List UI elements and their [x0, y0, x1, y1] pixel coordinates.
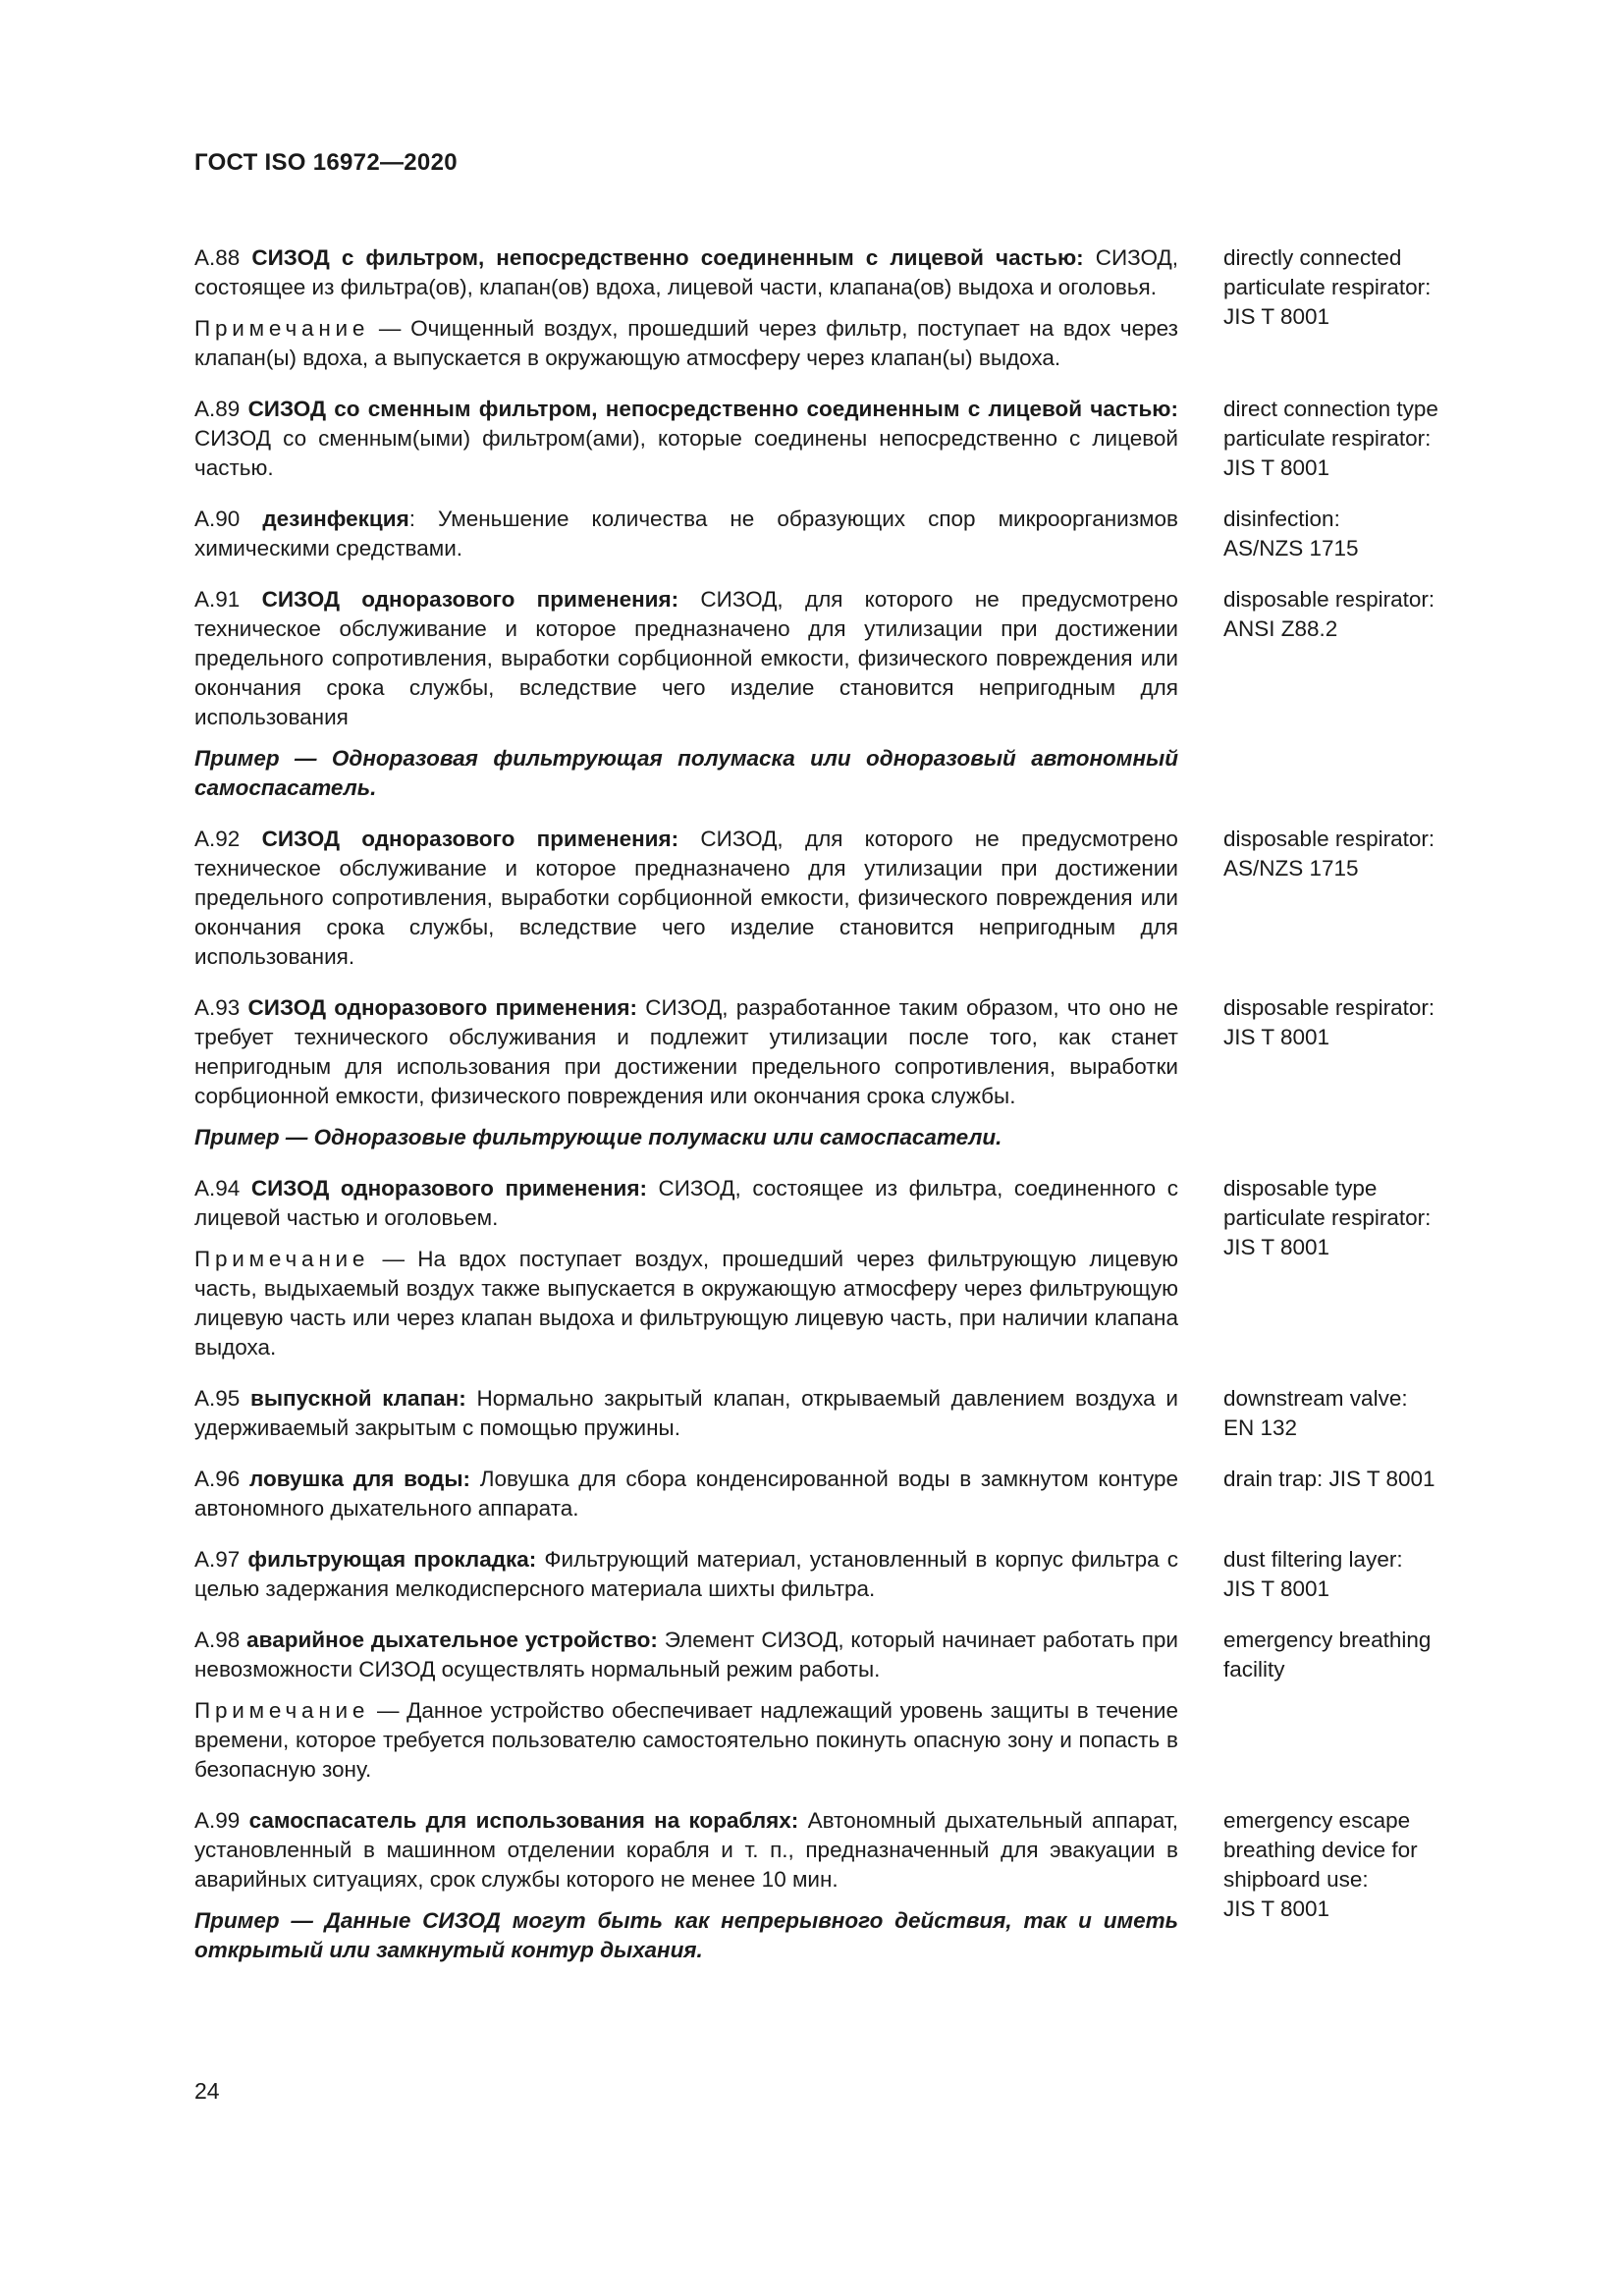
term-source: directly connected particulate respirator: JIS T 8001: [1223, 245, 1432, 329]
term-example: Пример — Одноразовая фильтрующая полумаска или одноразовый автономный самоспасатель.: [194, 746, 1178, 800]
term-text: [194, 1465, 1178, 1523]
term-entry-a89: [194, 395, 1481, 483]
term-entry-a91: [194, 585, 1481, 803]
definition-text: Нормально закрытый клапан, открываемый давлением воздуха и удерживаемый закрытым с помощью пружины.: [194, 1386, 1178, 1440]
term-definition: [194, 1806, 1178, 1895]
definition-text: Элемент СИЗОД, который начинает работать при невозможности СИЗОД осуществлять нормальный режим работы.: [194, 1628, 1178, 1682]
note-label: Примечание: [194, 316, 370, 341]
term-text: [194, 585, 1178, 803]
term-name: выпускной клапан:: [250, 1386, 466, 1411]
term-text: [194, 243, 1178, 373]
term-definition: [194, 243, 1178, 302]
term-entry-a90: [194, 505, 1481, 563]
term-note: [194, 314, 1178, 373]
term-name: СИЗОД одноразового применения:: [261, 587, 679, 612]
term-name: СИЗОД со сменным фильтром, непосредственно соединенным с лицевой частью:: [247, 397, 1178, 421]
term-number: А.94: [194, 1176, 241, 1201]
term-entry-a93: [194, 993, 1481, 1152]
term-name: СИЗОД одноразового применения:: [247, 995, 638, 1020]
term-definition: [194, 1174, 1178, 1233]
definition-text: : Уменьшение количества не образующих спор микроорганизмов химическими средствами.: [194, 507, 1178, 561]
term-example: Пример — Одноразовые фильтрующие полумаски или самоспасатели.: [194, 1125, 1002, 1149]
term-source: disposable respirator: ANSI Z88.2: [1223, 587, 1435, 641]
term-number: А.88: [194, 245, 241, 270]
note-text: — Данное устройство обеспечивает надлежащий уровень защиты в течение времени, которое требуется пользователю самостоятельно покинуть опасную зону и попасть в безопасную зону.: [194, 1698, 1178, 1782]
term-source: disposable type particulate respirator: JIS T 8001: [1223, 1176, 1432, 1259]
term-entry-a94: [194, 1174, 1481, 1362]
term-definition: [194, 825, 1178, 972]
term-number: А.96: [194, 1467, 241, 1491]
definition-text: СИЗОД со сменным(ыми) фильтром(ами), которые соединены непосредственно с лицевой частью.: [194, 426, 1178, 480]
term-entry-a99: [194, 1806, 1481, 1965]
term-source: emergency breathing facility: [1223, 1628, 1432, 1682]
term-name: дезинфекция: [262, 507, 409, 531]
term-text: [194, 825, 1178, 972]
term-number: А.92: [194, 827, 241, 851]
definition-text: СИЗОД, состоящее из фильтра, соединенного с лицевой частью и оголовьем.: [194, 1176, 1178, 1230]
term-name: самоспасатель для использования на кораблях:: [248, 1808, 799, 1833]
term-number: А.98: [194, 1628, 241, 1652]
term-definition: [194, 505, 1178, 563]
term-entry-a88: [194, 243, 1481, 373]
term-definition: [194, 585, 1178, 732]
note-text: — На вдох поступает воздух, прошедший через фильтрующую лицевую часть, выдыхаемый воздух также выпускается в окружающую атмосферу через фильтрующую лицевую часть или через клапан выдоха и фильтрующую лицевую часть, при наличии клапана выдоха.: [194, 1247, 1178, 1360]
definition-text: Автономный дыхательный аппарат, установленный в машинном отделении корабля и т. п., предназначенный для эвакуации в аварийных ситуациях, срок службы которого не менее 10 мин.: [194, 1808, 1178, 1892]
note-text: — Очищенный воздух, прошедший через фильтр, поступает на вдох через клапан(ы) вдоха, а выпускается в окружающую атмосферу через клапан(ы) выдоха.: [194, 316, 1178, 370]
term-name: ловушка для воды:: [248, 1467, 471, 1491]
term-entry-a97: [194, 1545, 1481, 1604]
term-definition: [194, 1545, 1178, 1604]
term-number: А.90: [194, 507, 241, 531]
term-text: [194, 505, 1178, 563]
term-number: А.91: [194, 587, 241, 612]
term-definition: [194, 1384, 1178, 1443]
term-note: [194, 1245, 1178, 1362]
term-definition: [194, 993, 1178, 1111]
term-text: [194, 993, 1178, 1152]
term-entry-a96: [194, 1465, 1481, 1523]
term-definition: [194, 395, 1178, 483]
term-text: [194, 1174, 1178, 1362]
definition-text: СИЗОД, для которого не предусмотрено техническое обслуживание и которое предназначено для утилизации при достижении предельного сопротивления, выработки сорбционной емкости, физического повреждения или окончания срока службы, вследствие чего изделие становится непригодным для использования.: [194, 827, 1178, 969]
term-name: СИЗОД одноразового применения:: [261, 827, 679, 851]
term-source: disinfection: AS/NZS 1715: [1223, 507, 1359, 561]
document-header: ГОСТ ISO 16972—2020: [194, 149, 458, 176]
term-entry-a92: [194, 825, 1481, 972]
term-number: А.99: [194, 1808, 241, 1833]
definition-text: СИЗОД, разработанное таким образом, что оно не требует технического обслуживания и подлежит утилизации после того, как станет непригодным для использования при достижении предельного сопротивления, выработки сорбционной емкости, физического повреждения или окончания срока службы.: [194, 995, 1178, 1108]
term-definition: [194, 1465, 1178, 1523]
definition-text: СИЗОД, для которого не предусмотрено техническое обслуживание и которое предназначено для утилизации при достижении предельного сопротивления, выработки сорбционной емкости, физического повреждения или окончания срока службы, вследствие чего изделие становится непригодным для использования: [194, 587, 1178, 729]
term-source: drain trap: JIS T 8001: [1223, 1467, 1435, 1491]
term-name: СИЗОД одноразового применения:: [250, 1176, 647, 1201]
term-number: А.95: [194, 1386, 241, 1411]
page-number: 24: [194, 2078, 220, 2104]
term-entries: [194, 243, 1481, 1987]
term-source: disposable respirator: AS/NZS 1715: [1223, 827, 1435, 881]
term-text: [194, 1806, 1178, 1965]
term-text: [194, 395, 1178, 483]
term-entry-a95: [194, 1384, 1481, 1443]
term-source: dust filtering layer: JIS T 8001: [1223, 1547, 1403, 1601]
term-definition: [194, 1626, 1178, 1684]
term-number: А.89: [194, 397, 241, 421]
note-label: Примечание: [194, 1698, 370, 1723]
definition-text: Фильтрующий материал, установленный в корпус фильтра с целью задержания мелкодисперсного материала шихты фильтра.: [194, 1547, 1178, 1601]
term-number: А.97: [194, 1547, 241, 1572]
term-number: А.93: [194, 995, 241, 1020]
term-example: Пример — Данные СИЗОД могут быть как непрерывного действия, так и иметь открытый или замкнутый контур дыхания.: [194, 1908, 1178, 1962]
term-text: [194, 1384, 1178, 1443]
term-source: downstream valve: EN 132: [1223, 1386, 1408, 1440]
term-entry-a98: [194, 1626, 1481, 1785]
definition-text: СИЗОД, состоящее из фильтра(ов), клапан(ов) вдоха, лицевой части, клапана(ов) выдоха и оголовья.: [194, 245, 1178, 299]
term-text: [194, 1545, 1178, 1604]
term-source: direct connection type particulate respirator: JIS T 8001: [1223, 397, 1438, 480]
term-source: emergency escape breathing device for shipboard use: JIS T 8001: [1223, 1808, 1418, 1921]
term-name: фильтрующая прокладка:: [247, 1547, 537, 1572]
note-label: Примечание: [194, 1247, 370, 1271]
term-name: СИЗОД с фильтром, непосредственно соединенным с лицевой частью:: [251, 245, 1084, 270]
term-source: disposable respirator: JIS T 8001: [1223, 995, 1435, 1049]
term-note: [194, 1696, 1178, 1785]
definition-text: Ловушка для сбора конденсированной воды в замкнутом контуре автономного дыхательного аппарата.: [194, 1467, 1178, 1521]
term-text: [194, 1626, 1178, 1785]
term-name: аварийное дыхательное устройство:: [246, 1628, 658, 1652]
